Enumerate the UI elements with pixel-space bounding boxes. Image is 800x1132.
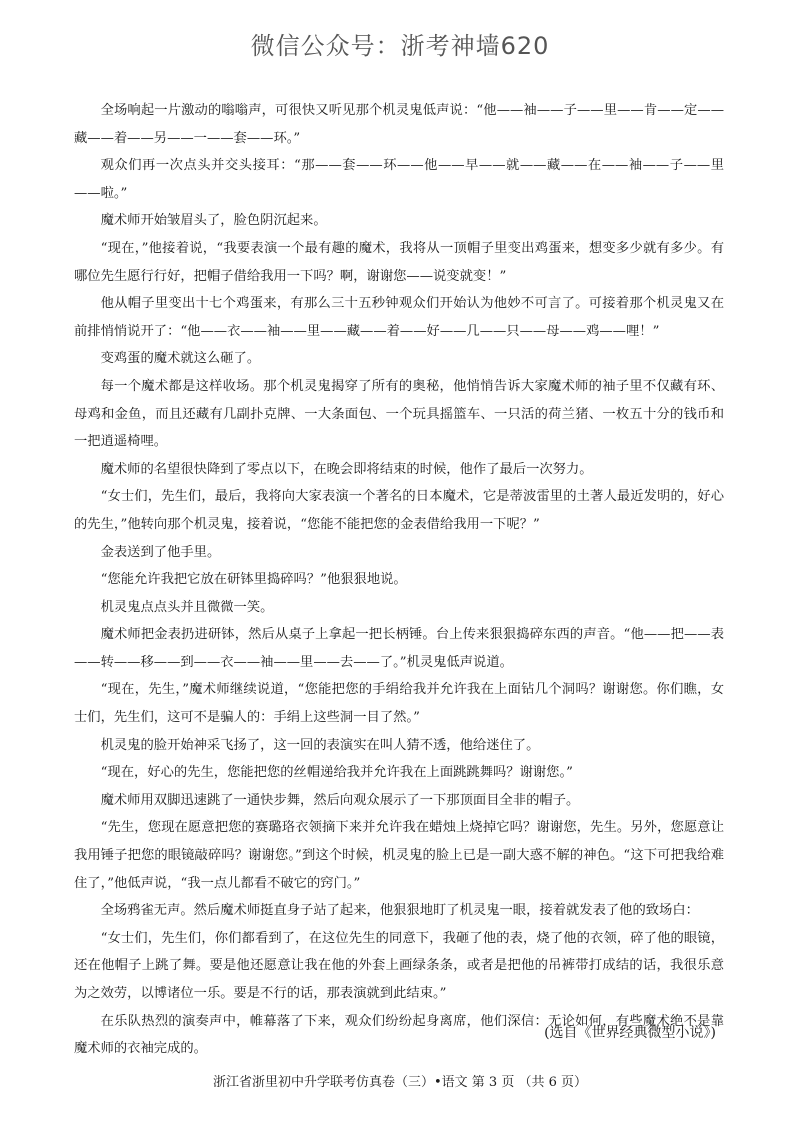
paragraph: 全场响起一片激动的嗡嗡声，可很快又听见那个机灵鬼低声说：“他——袖——子——里——肯——定——藏——着——另——一——套——环。”	[74, 103, 724, 146]
paragraph: 机灵鬼的脸开始神采飞扬了，这一回的表演实在叫人猜不透，他给迷住了。	[100, 737, 540, 753]
paragraph: 每一个魔术都是这样收场。那个机灵鬼揭穿了所有的奥秘，他悄悄告诉大家魔术师的袖子里不仅藏有环、母鸡和金鱼，而且还藏有几副扑克牌、一大条面包、一个玩具摇篮车、一只活的荷兰猪、一枚五十分的钱币和一把逍遥椅哩。	[74, 378, 724, 450]
paragraph: 全场鸦雀无声。然后魔术师挺直身子站了起来，他狠狠地盯了机灵鬼一眼，接着就发表了他的致场白：	[100, 903, 699, 919]
paragraph: 在乐队热烈的演奏声中，帷幕落了下来，观众们纷纷起身离席，他们深信：无论如何，有些魔术绝不是靠魔术师的衣袖完成的。	[74, 1013, 724, 1057]
page-footer: 浙江省浙里初中升学联考仿真卷（三）•语文 第 3 页 （共 6 页）	[212, 1075, 587, 1090]
paragraph: “先生，您现在愿意把您的赛璐珞衣领摘下来并允许我在蜡烛上烧掉它吗？谢谢您，先生。另外，您愿意让我用锤子把您的眼镜敲碎吗？谢谢您。”到这个时候，机灵鬼的脸上已是一副大惑不解的神色。“这下可把我给难住了，”他低声说，“我一点儿都看不破它的窍门。”	[74, 820, 724, 891]
paragraph: 机灵鬼点点头并且微微一笑。	[100, 599, 274, 615]
paragraph: 他从帽子里变出十七个鸡蛋来，有那么三十五秒钟观众们开始认为他妙不可言了。可接着那个机灵鬼又在前排悄悄说开了：“他——衣——袖——里——藏——着——好——几——只——母——鸡——哩！”	[74, 296, 724, 339]
paragraph: “女士们，先生们，最后，我将向大家表演一个著名的日本魔术，它是蒂波雷里的土著人最近发明的，好心的先生，”他转向那个机灵鬼，接着说，“您能不能把您的金表借给我用一下呢？”	[74, 489, 724, 532]
paragraph: “女士们，先生们，你们都看到了，在这位先生的同意下，我砸了他的表，烧了他的衣领，碎了他的眼镜，还在他帽子上跳了舞。要是他还愿意让我在他的外套上画绿条条，或者是把他的吊裤带打成结的话，我很乐意为之效劳，以博诸位一乐。要是不行的话，那表演就到此结束。”	[74, 930, 724, 1001]
paragraph: 变鸡蛋的魔术就这么砸了。	[100, 351, 261, 367]
story-body	[74, 97, 724, 1063]
paragraph: 魔术师把金表扔进研钵，然后从桌子上拿起一把长柄锤。台上传来狠狠捣碎东西的声音。“他——把——表——转——移——到——衣——袖——里——去——了。”机灵鬼低声说道。	[74, 627, 724, 670]
paragraph: “现在，”他接着说，“我要表演一个最有趣的魔术，我将从一顶帽子里变出鸡蛋来，想变多少就有多少。有哪位先生愿行行好，把帽子借给我用一下吗？啊，谢谢您——说变就变！”	[74, 240, 724, 284]
paragraph: “现在，先生，”魔术师继续说道，“您能把您的手绢给我并允许我在上面钻几个洞吗？谢谢您。你们瞧，女士们，先生们，这可不是骗人的：手绢上这些洞一目了然。”	[74, 682, 724, 726]
paragraph: 魔术师的名望很快降到了零点以下，在晚会即将结束的时候，他作了最后一次努力。	[100, 461, 593, 477]
paragraph: 魔术师用双脚迅速跳了一通快步舞，然后向观众展示了一下那顶面目全非的帽子。	[100, 792, 580, 808]
source-citation: (选自《世界经典微型小说》)	[544, 1025, 716, 1041]
paragraph: 魔术师开始皱眉头了，脸色阴沉起来。	[100, 213, 327, 229]
paragraph: “您能允许我把它放在研钵里捣碎吗？”他狠狠地说。	[100, 572, 407, 588]
paragraph: 金表送到了他手里。	[100, 544, 221, 560]
paragraph: 观众们再一次点头并交头接耳：“那——套——环——他——早——就——藏——在——袖——子——里——啦。”	[74, 158, 724, 201]
paragraph: “现在，好心的先生，您能把您的丝帽递给我并允许我在上面跳跳舞吗？谢谢您。”	[100, 765, 573, 781]
watermark-header: 微信公众号：浙考神墙620	[250, 32, 550, 60]
